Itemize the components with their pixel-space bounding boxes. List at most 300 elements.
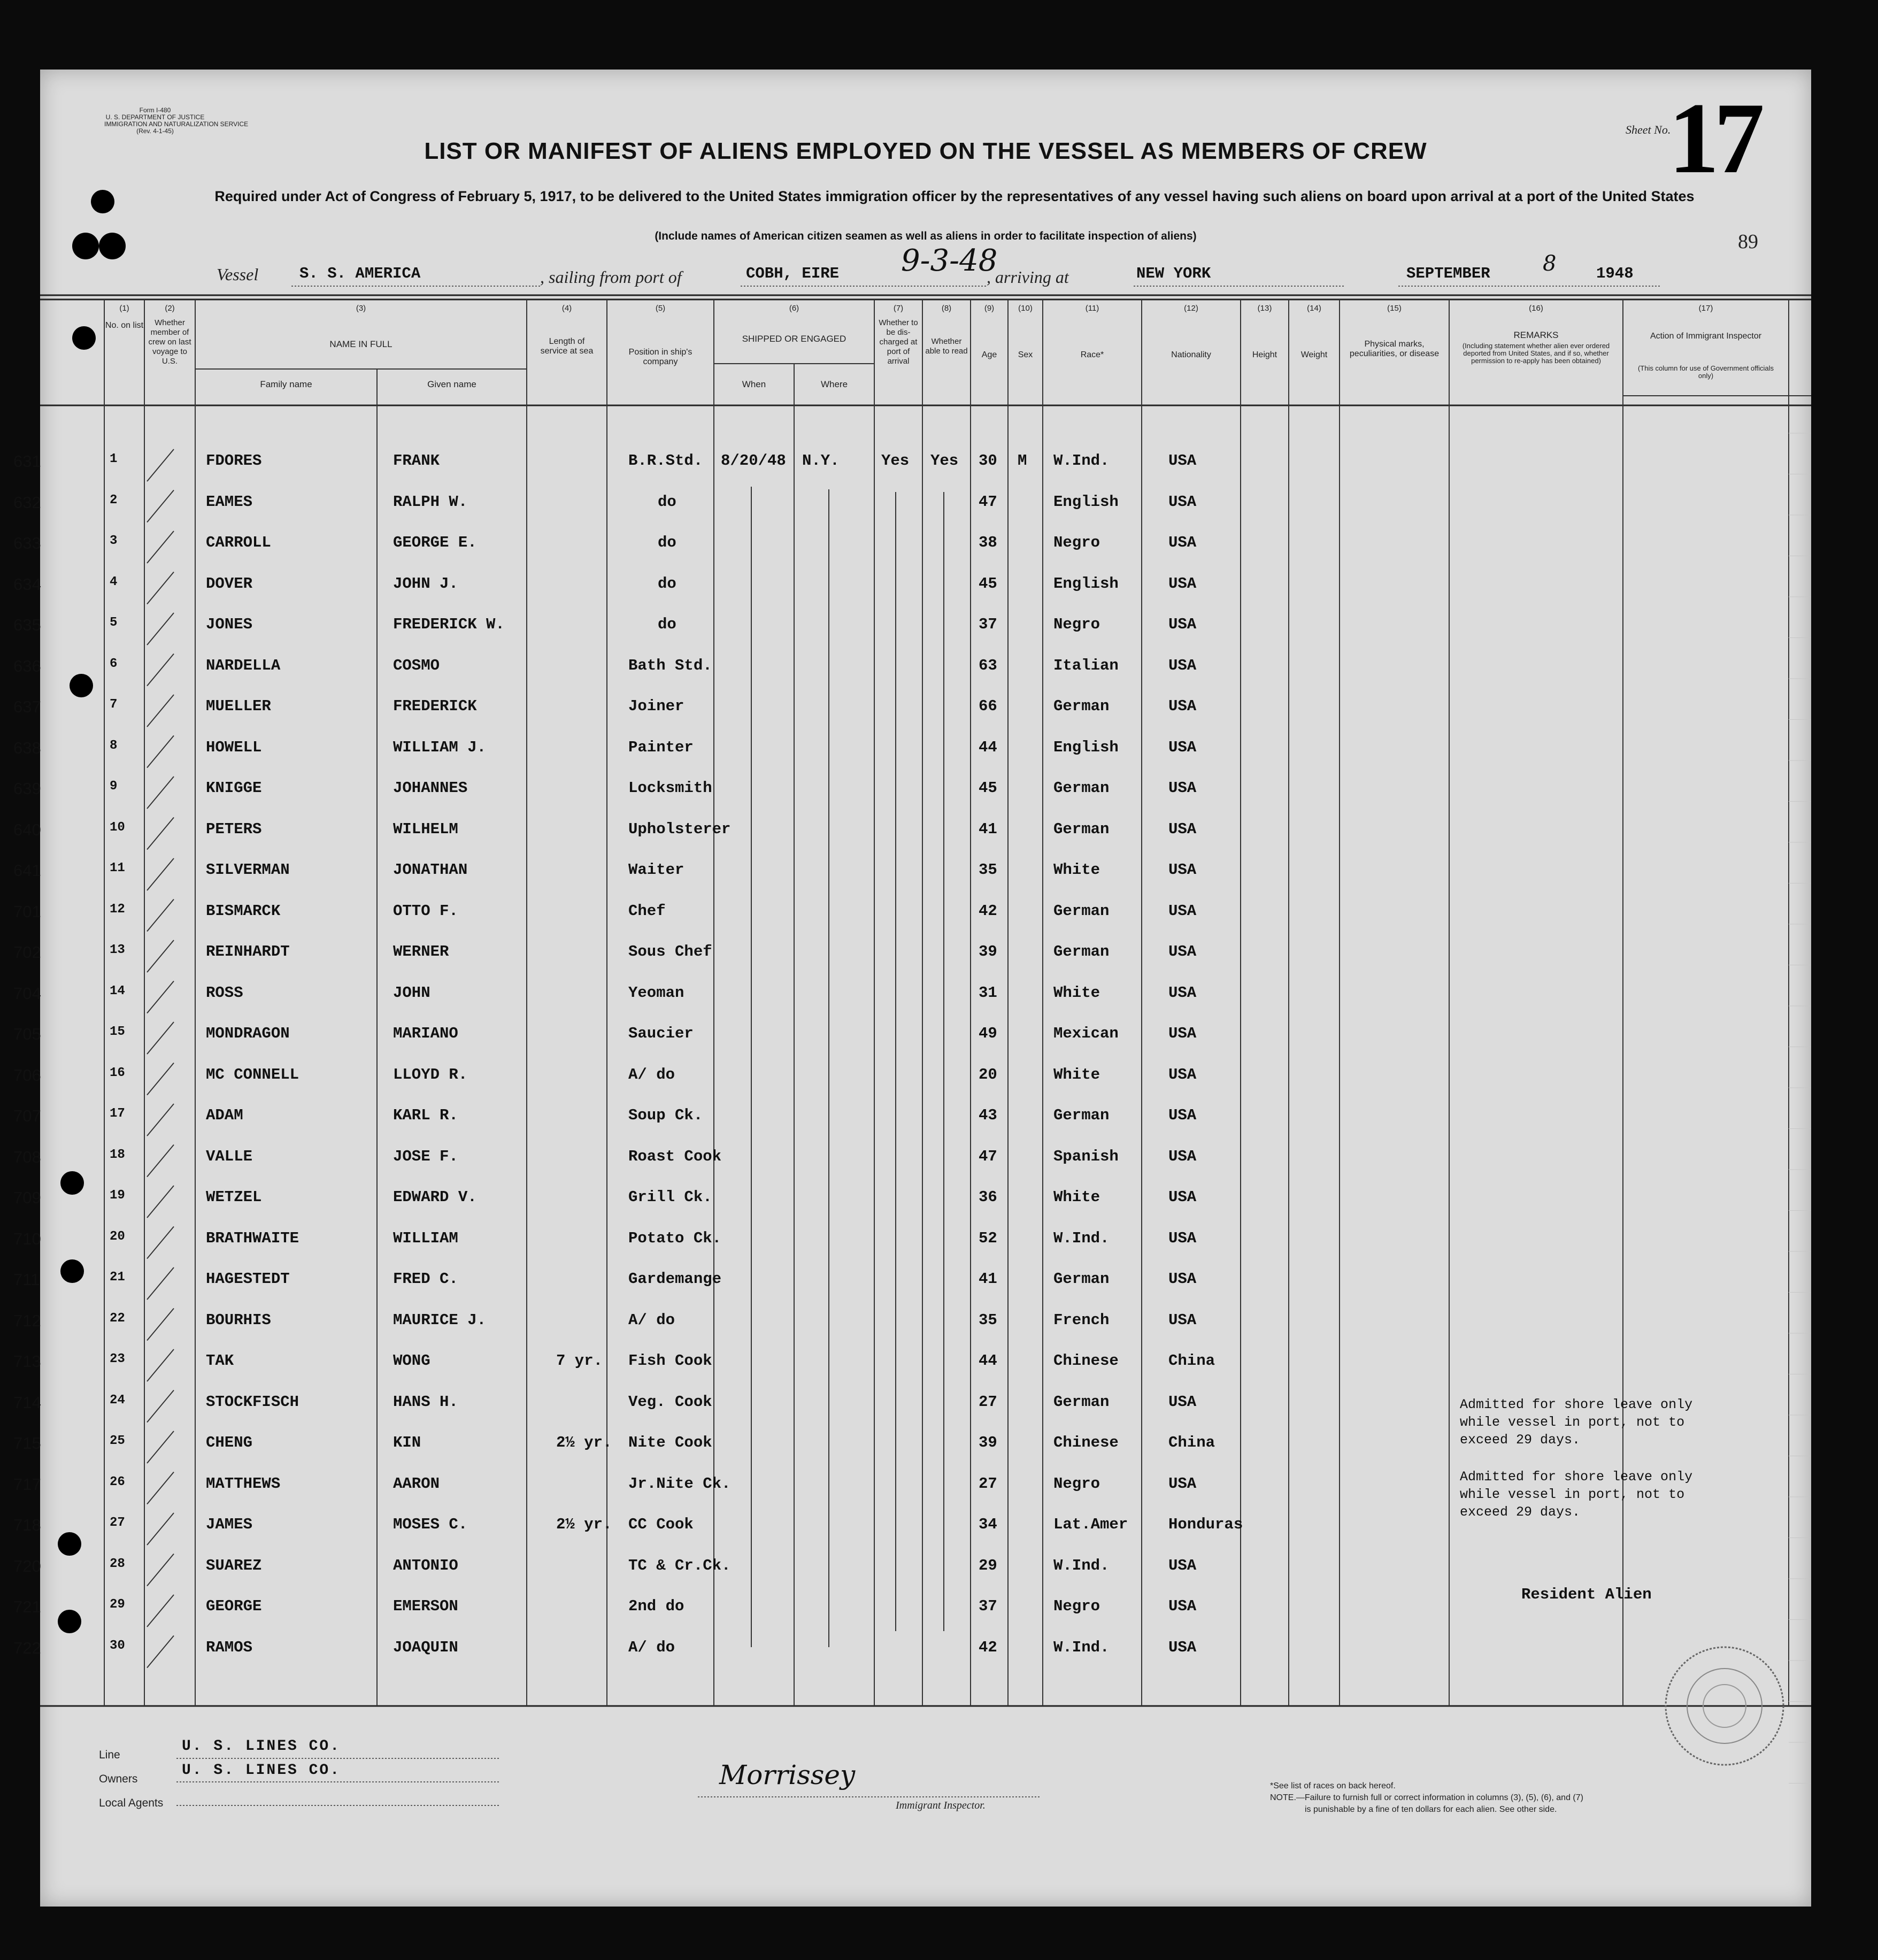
col-header-able-to-read: Whether able to read: [925, 337, 968, 356]
row-family-name: KNIGGE: [206, 779, 262, 797]
row-nationality: USA: [1168, 1474, 1197, 1493]
row-family-name: MONDRAGON: [206, 1025, 290, 1042]
row-age: 30: [979, 452, 997, 470]
row-position: Locksmith: [628, 779, 712, 797]
row-family-name: MUELLER: [206, 697, 271, 715]
row-given-name: COSMO: [393, 656, 440, 674]
row-position: Sous Chef: [628, 943, 712, 960]
footer-agents-label: Local Agents: [99, 1797, 164, 1809]
month-value: SEPTEMBER: [1406, 265, 1490, 282]
row-race: German: [1053, 779, 1110, 797]
row-position: Fish Cook: [628, 1352, 712, 1370]
row-number: 30: [110, 1638, 125, 1653]
row-number: 5: [110, 616, 118, 630]
row-number: 24: [110, 1393, 125, 1408]
vessel-value: S. S. AMERICA: [299, 265, 421, 282]
check-mark: [147, 1145, 174, 1177]
document-instructions: (Include names of American citizen seamen as well as aliens in order to facilitate inspection of aliens): [655, 230, 1197, 242]
row-position: Nite Cook: [628, 1434, 712, 1451]
row-family-name: GEORGE: [206, 1597, 262, 1615]
row-line-number: 704: [13, 983, 41, 1003]
col-num-9: (9): [984, 304, 995, 313]
row-age: 27: [979, 1393, 997, 1411]
check-mark: [147, 1309, 174, 1341]
row-family-name: STOCKFISCH: [206, 1393, 299, 1411]
punch-hole: [60, 1171, 84, 1195]
row-line-number: 638: [13, 738, 41, 757]
row-race: W.Ind.: [1053, 1638, 1110, 1656]
row-age: 44: [979, 1352, 997, 1370]
row-position: do: [658, 616, 676, 633]
row-race: German: [1053, 943, 1110, 960]
col-num-11: (11): [1085, 304, 1099, 313]
year-value: 1948: [1596, 265, 1634, 282]
row-position: Gardemange: [628, 1270, 722, 1288]
col-num-13: (13): [1257, 304, 1272, 313]
col-header-where: Where: [820, 379, 848, 389]
row-race: English: [1053, 493, 1119, 511]
row-age: 31: [979, 983, 997, 1002]
col-header-inspector-action: Action of Immigrant Inspector: [1650, 332, 1762, 341]
row-race: White: [1053, 1065, 1100, 1083]
row-number: 29: [110, 1597, 125, 1612]
row-line-number: 714: [13, 1393, 41, 1412]
document-subtitle: Required under Act of Congress of February 5, 1917, to be delivered to the United States immigration officer by the representatives of any vessel having such aliens on board upon arrival at a port of the United States: [214, 188, 1695, 204]
vessel-label: Vessel: [217, 265, 259, 284]
row-line-number: 709: [13, 1188, 41, 1207]
row-line-number: 701: [13, 902, 41, 921]
col-header-position: Position in ship's company: [628, 348, 692, 366]
sailing-label: , sailing from port of: [540, 267, 682, 287]
row-number: 12: [110, 902, 125, 917]
row-given-name: FRED C.: [393, 1270, 458, 1288]
row-nationality: USA: [1168, 534, 1197, 551]
row-race: Negro: [1053, 1474, 1100, 1493]
row-sex: M: [1018, 452, 1027, 470]
row-family-name: CHENG: [206, 1434, 253, 1451]
row-family-name: DOVER: [206, 574, 253, 593]
row-nationality: USA: [1168, 943, 1197, 960]
row-number: 19: [110, 1188, 125, 1203]
row-line-number: 706: [13, 1065, 41, 1085]
row-race: White: [1053, 861, 1100, 879]
col-header-last-voyage: Whether member of crew on last voyage to U.S.: [148, 318, 191, 366]
row-race: German: [1053, 697, 1110, 715]
row-nationality: USA: [1168, 1638, 1197, 1656]
row-nationality: USA: [1168, 697, 1197, 715]
row-age: 35: [979, 861, 997, 879]
punch-hole: [58, 1610, 81, 1633]
footer-note-penalty-2: is punishable by a fine of ten dollars for each alien. See other side.: [1305, 1805, 1557, 1814]
row-age: 44: [979, 738, 997, 756]
row-position: do: [658, 574, 676, 593]
row-nationality: USA: [1168, 1065, 1197, 1083]
row-age: 36: [979, 1188, 997, 1206]
row-number: 27: [110, 1516, 125, 1530]
row-position: 2nd do: [628, 1597, 684, 1615]
row-age: 52: [979, 1229, 997, 1247]
row-race: Negro: [1053, 534, 1100, 551]
row-position: Saucier: [628, 1025, 694, 1042]
row-given-name: KIN: [393, 1434, 421, 1451]
row-nationality: USA: [1168, 616, 1197, 633]
row-discharged: Yes: [881, 452, 910, 470]
row-family-name: PETERS: [206, 820, 262, 838]
row-given-name: FRANK: [393, 452, 440, 470]
row-given-name: JOSE F.: [393, 1147, 458, 1165]
row-age: 45: [979, 574, 997, 593]
row-age: 63: [979, 656, 997, 674]
row-age: 27: [979, 1474, 997, 1493]
row-race: W.Ind.: [1053, 452, 1110, 470]
row-line-number: 713: [13, 1352, 41, 1371]
row-number: 14: [110, 983, 125, 998]
col-header-physical-marks: Physical marks, peculiarities, or disease: [1349, 340, 1440, 358]
row-number: 18: [110, 1147, 125, 1162]
row-position: Roast Cook: [628, 1147, 722, 1165]
row-line-number: 640: [13, 820, 41, 839]
row-nationality: USA: [1168, 1311, 1197, 1329]
row-age: 35: [979, 1311, 997, 1329]
row-nationality: USA: [1168, 1270, 1197, 1288]
row-given-name: WILLIAM J.: [393, 738, 487, 756]
row-age: 29: [979, 1556, 997, 1574]
row-age: 41: [979, 1270, 997, 1288]
row-nationality: China: [1168, 1434, 1215, 1451]
row-nationality: USA: [1168, 1556, 1197, 1574]
row-line-number: 718: [13, 1516, 41, 1534]
row-given-name: WILLIAM: [393, 1229, 458, 1247]
document-title: LIST OR MANIFEST OF ALIENS EMPLOYED ON THE VESSEL AS MEMBERS OF CREW: [424, 138, 1427, 164]
col-num-2: (2): [165, 304, 175, 313]
row-line-number: 707: [13, 1106, 41, 1125]
row-given-name: WILHELM: [393, 820, 458, 838]
col-header-weight: Weight: [1300, 350, 1328, 359]
row-race: Chinese: [1053, 1352, 1119, 1370]
row-family-name: ADAM: [206, 1106, 243, 1124]
row-family-name: MC CONNELL: [206, 1065, 299, 1083]
row-position: A/ do: [628, 1638, 675, 1656]
row-family-name: REINHARDT: [206, 943, 290, 960]
row-number: 25: [110, 1434, 125, 1448]
row-position: Jr.Nite Ck.: [628, 1474, 731, 1493]
row-line-number: 639: [13, 779, 41, 798]
col-header-remarks: REMARKS: [1513, 330, 1559, 340]
row-number: 10: [110, 820, 125, 835]
row-given-name: MAURICE J.: [393, 1311, 487, 1329]
row-race: White: [1053, 1188, 1100, 1206]
row-number: 22: [110, 1311, 125, 1326]
row-age: 43: [979, 1106, 997, 1124]
row-family-name: BOURHIS: [206, 1311, 271, 1329]
col-header-height: Height: [1252, 350, 1277, 359]
check-mark: [147, 1104, 174, 1136]
check-mark: [147, 1267, 174, 1300]
punch-hole: [58, 1532, 81, 1556]
row-race: White: [1053, 983, 1100, 1002]
row-number: 15: [110, 1025, 125, 1039]
row-shipped-where: N.Y.: [802, 452, 840, 470]
row-line-number: 711: [13, 1270, 40, 1289]
row-line-number: 720: [13, 1556, 41, 1575]
row-nationality: USA: [1168, 1393, 1197, 1411]
row-nationality: USA: [1168, 983, 1197, 1002]
footer-owners-label: Owners: [99, 1773, 138, 1785]
row-race: German: [1053, 1393, 1110, 1411]
row-given-name: LLOYD R.: [393, 1065, 468, 1083]
inspector-label: Immigrant Inspector.: [896, 1800, 986, 1811]
row-given-name: GEORGE E.: [393, 534, 477, 551]
punch-hole: [72, 233, 99, 259]
row-age: 66: [979, 697, 997, 715]
row-number: 16: [110, 1065, 125, 1080]
row-position: Bath Std.: [628, 656, 712, 674]
row-age: 42: [979, 1638, 997, 1656]
row-age: 37: [979, 1597, 997, 1615]
row-family-name: JONES: [206, 616, 253, 633]
row-race: English: [1053, 738, 1119, 756]
row-position: TC & Cr.Ck.: [628, 1556, 731, 1574]
check-mark: [147, 531, 174, 563]
check-mark: [147, 1636, 174, 1668]
row-age: 37: [979, 616, 997, 633]
row-nationality: USA: [1168, 1188, 1197, 1206]
row-nationality: Honduras: [1168, 1516, 1243, 1533]
row-number: 4: [110, 574, 118, 589]
row-family-name: NARDELLA: [206, 656, 281, 674]
row-age: 47: [979, 493, 997, 511]
row-family-name: CARROLL: [206, 534, 271, 551]
row-family-name: WETZEL: [206, 1188, 262, 1206]
row-line-number: 712: [13, 1311, 41, 1330]
check-mark: [147, 900, 174, 932]
check-mark: [147, 1227, 174, 1259]
col-num-15: (15): [1387, 304, 1402, 313]
col-header-sex: Sex: [1018, 350, 1033, 359]
form-number: Form I-480: [139, 106, 171, 114]
punch-hole: [60, 1259, 84, 1283]
row-given-name: RALPH W.: [393, 493, 468, 511]
row-number: 2: [110, 493, 118, 508]
row-age: 45: [979, 779, 997, 797]
col-header-family-name: Family name: [260, 379, 312, 389]
check-mark: [147, 490, 174, 522]
col-header-race: Race*: [1080, 350, 1104, 359]
arriving-label: , arriving at: [987, 267, 1069, 287]
row-family-name: SILVERMAN: [206, 861, 290, 879]
row-family-name: HOWELL: [206, 738, 262, 756]
row-family-name: ROSS: [206, 983, 243, 1002]
row-position: do: [658, 493, 676, 511]
row-family-name: EAMES: [206, 493, 253, 511]
col-header-inspector-note: (This column for use of Government officials only): [1637, 364, 1774, 380]
col-num-7: (7): [893, 304, 904, 313]
row-nationality: USA: [1168, 1597, 1197, 1615]
col-num-8: (8): [941, 304, 952, 313]
row-race: English: [1053, 574, 1119, 593]
row-family-name: RAMOS: [206, 1638, 253, 1656]
col-header-name-in-full: NAME IN FULL: [329, 339, 392, 349]
row-number: 26: [110, 1474, 125, 1489]
row-able-to-read: Yes: [930, 452, 959, 470]
row-race: Italian: [1053, 656, 1119, 674]
row-position: A/ do: [628, 1065, 675, 1083]
row-length-service: 2½ yr.: [556, 1516, 612, 1533]
col-num-4: (4): [561, 304, 572, 313]
row-position: do: [658, 534, 676, 551]
row-race: Negro: [1053, 616, 1100, 633]
row-position: Potato Ck.: [628, 1229, 722, 1247]
check-mark: [147, 777, 174, 809]
row-family-name: TAK: [206, 1352, 234, 1370]
row-length-service: 2½ yr.: [556, 1434, 612, 1451]
col-header-discharged: Whether to be dis-charged at port of arrival: [879, 318, 918, 366]
footer-line-value: U. S. LINES CO.: [182, 1738, 341, 1755]
row-nationality: USA: [1168, 493, 1197, 511]
check-mark: [147, 1349, 174, 1381]
row-given-name: JOHN: [393, 983, 430, 1002]
row-position: B.R.Std.: [628, 452, 703, 470]
row-given-name: EMERSON: [393, 1597, 458, 1615]
row-number: 21: [110, 1270, 125, 1285]
row-given-name: ANTONIO: [393, 1556, 458, 1574]
row-given-name: MOSES C.: [393, 1516, 468, 1533]
row-race: French: [1053, 1311, 1110, 1329]
row-age: 49: [979, 1025, 997, 1042]
punch-hole: [91, 190, 114, 213]
row-given-name: FREDERICK W.: [393, 616, 505, 633]
row-line-number: 717: [13, 1474, 41, 1494]
port-value: COBH, EIRE: [746, 265, 840, 282]
row-race: German: [1053, 1106, 1110, 1124]
row-age: 47: [979, 1147, 997, 1165]
check-mark: [147, 736, 174, 768]
row-number: 8: [110, 738, 118, 753]
row-nationality: USA: [1168, 1106, 1197, 1124]
row-race: Spanish: [1053, 1147, 1119, 1165]
row-nationality: USA: [1168, 574, 1197, 593]
row-given-name: JOHN J.: [393, 574, 458, 593]
remark-resident-alien: Resident Alien: [1521, 1586, 1652, 1603]
row-given-name: JOHANNES: [393, 779, 468, 797]
footer-note-penalty-1: NOTE.—Failure to furnish full or correct information in columns (3), (5), (6), and (7): [1270, 1793, 1583, 1802]
col-header-when: When: [742, 379, 766, 389]
col-num-1: (1): [119, 304, 129, 313]
check-mark: [147, 572, 174, 604]
check-mark: [147, 654, 174, 686]
col-header-age: Age: [981, 350, 997, 359]
col-header-shipped: SHIPPED OR ENGAGED: [742, 334, 846, 344]
row-number: 28: [110, 1556, 125, 1571]
row-race: W.Ind.: [1053, 1229, 1110, 1247]
row-nationality: USA: [1168, 861, 1197, 879]
row-given-name: HANS H.: [393, 1393, 458, 1411]
row-race: Chinese: [1053, 1434, 1119, 1451]
manifest-sheet: [13, 70, 1811, 1907]
row-number: 20: [110, 1229, 125, 1244]
row-line-number: 710: [13, 1229, 41, 1248]
row-family-name: VALLE: [206, 1147, 253, 1165]
row-position: Joiner: [628, 697, 684, 715]
row-number: 3: [110, 534, 118, 548]
row-position: Veg. Cook: [628, 1393, 712, 1411]
row-line-number: 636: [13, 656, 41, 675]
row-shipped-when: 8/20/48: [721, 452, 786, 470]
arriving-value: NEW YORK: [1136, 265, 1211, 282]
row-position: A/ do: [628, 1311, 675, 1329]
form-service: IMMIGRATION AND NATURALIZATION SERVICE: [104, 120, 249, 128]
row-position: Waiter: [628, 861, 684, 879]
row-given-name: AARON: [393, 1474, 440, 1493]
check-mark: [147, 1554, 174, 1586]
row-line-number: 635: [13, 616, 41, 634]
row-line-number: 721: [13, 1597, 41, 1616]
row-nationality: USA: [1168, 1147, 1197, 1165]
row-age: 20: [979, 1065, 997, 1083]
row-given-name: WERNER: [393, 943, 449, 960]
row-family-name: JAMES: [206, 1516, 253, 1533]
sheet-label: Sheet No.: [1626, 123, 1671, 136]
row-family-name: FDORES: [206, 452, 262, 470]
row-line-number: 634: [13, 574, 41, 594]
row-nationality: China: [1168, 1352, 1215, 1370]
row-position: Chef: [628, 902, 666, 920]
row-line-number: 637: [13, 697, 41, 716]
check-mark: [147, 613, 174, 645]
col-num-12: (12): [1184, 304, 1198, 313]
row-position: Upholsterer: [628, 820, 731, 838]
col-num-14: (14): [1307, 304, 1321, 313]
col-header-no-on-list: No. on list: [105, 321, 144, 330]
check-mark: [147, 940, 174, 972]
row-family-name: HAGESTEDT: [206, 1270, 290, 1288]
row-line-number: 708: [13, 1147, 41, 1166]
col-num-10: (10): [1018, 304, 1033, 313]
punch-hole: [70, 674, 93, 697]
row-line-number: 715: [13, 1434, 41, 1452]
col-num-17: (17): [1698, 304, 1713, 313]
row-given-name: OTTO F.: [393, 902, 458, 920]
col-num-16: (16): [1529, 304, 1543, 313]
row-number: 1: [110, 452, 118, 466]
row-given-name: KARL R.: [393, 1106, 458, 1124]
row-given-name: MARIANO: [393, 1025, 458, 1042]
footer-line-label: Line: [99, 1749, 120, 1761]
row-position: CC Cook: [628, 1516, 694, 1533]
row-race: Lat.Amer: [1053, 1516, 1128, 1533]
row-race: German: [1053, 820, 1110, 838]
row-number: 13: [110, 943, 125, 957]
form-revision: (Rev. 4-1-45): [136, 127, 174, 135]
check-mark: [147, 1022, 174, 1054]
col-num-5: (5): [655, 304, 666, 313]
check-mark: [147, 1431, 174, 1463]
row-given-name: FREDERICK: [393, 697, 477, 715]
row-number: 6: [110, 656, 118, 671]
inspector-signature: Morrissey: [719, 1759, 856, 1790]
row-age: 39: [979, 1434, 997, 1451]
check-mark: [147, 1186, 174, 1218]
row-nationality: USA: [1168, 779, 1197, 797]
row-number: 11: [110, 861, 125, 875]
check-mark: [147, 858, 174, 890]
footer-owners-value: U. S. LINES CO.: [182, 1762, 341, 1779]
row-nationality: USA: [1168, 902, 1197, 920]
row-position: Grill Ck.: [628, 1188, 712, 1206]
row-position: Soup Ck.: [628, 1106, 703, 1124]
row-given-name: JOAQUIN: [393, 1638, 458, 1656]
row-nationality: USA: [1168, 1025, 1197, 1042]
